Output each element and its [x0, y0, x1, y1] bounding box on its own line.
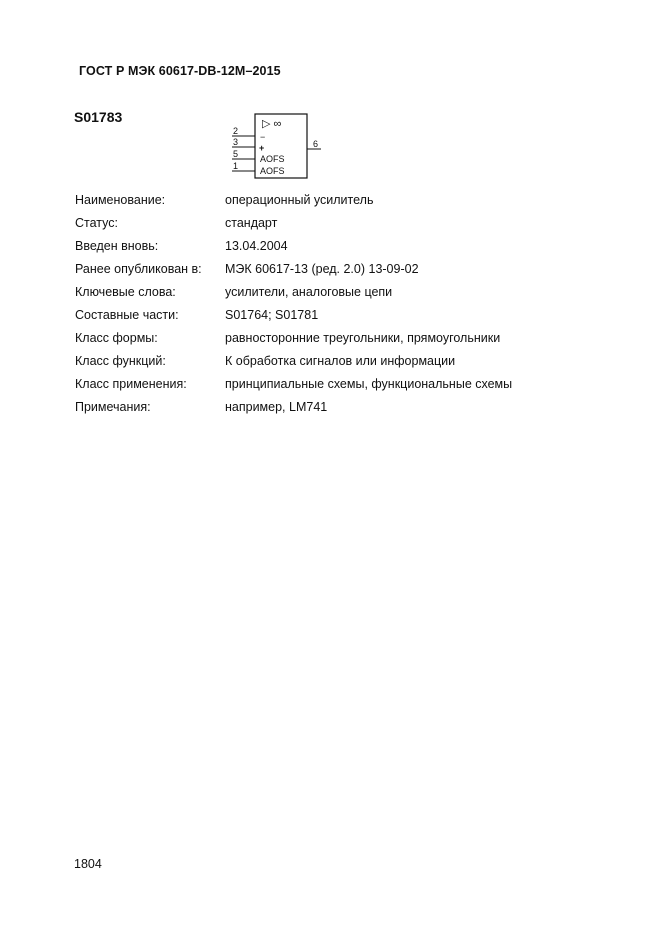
property-value: например, LM741: [225, 399, 328, 414]
property-row: [75, 234, 512, 257]
offset-label-2: AOFS: [260, 166, 285, 176]
noninverting-input-sign: +: [259, 143, 265, 153]
pin-number-in-2: 3: [233, 137, 239, 147]
property-row: [75, 188, 512, 211]
property-row: [75, 303, 512, 326]
property-value: усилители, аналоговые цепи: [225, 284, 393, 299]
property-label: Ключевые слова:: [75, 284, 176, 299]
pin-number-in-4: 1: [233, 161, 239, 171]
property-label: Статус:: [75, 215, 118, 230]
property-value: стандарт: [225, 215, 278, 230]
properties-table: [75, 188, 512, 418]
inverting-input-sign: −: [260, 132, 266, 142]
property-value: К обработка сигналов или информации: [225, 353, 456, 368]
property-row: [75, 257, 512, 280]
property-row: [75, 395, 512, 418]
property-label: Класс формы:: [75, 330, 158, 345]
opamp-symbol-figure: [228, 112, 328, 182]
pin-number-out: 6: [313, 139, 319, 149]
property-row: [75, 326, 512, 349]
property-label: Примечания:: [75, 399, 151, 414]
pin-number-in-1: 2: [233, 126, 239, 136]
property-value: операционный усилитель: [225, 192, 374, 207]
property-label: Составные части:: [75, 307, 179, 322]
property-value: равносторонние треугольники, прямоугольники: [225, 330, 501, 345]
property-value: S01764; S01781: [225, 307, 319, 322]
property-value: принципиальные схемы, функциональные схемы: [225, 376, 513, 391]
property-row: [75, 349, 512, 372]
property-value: МЭК 60617-13 (ред. 2.0) 13-09-02: [225, 261, 419, 276]
property-value: 13.04.2004: [225, 238, 288, 253]
page-number: 1804: [74, 857, 102, 871]
offset-label-1: AOFS: [260, 154, 285, 164]
property-label: Введен вновь:: [75, 238, 159, 253]
property-row: [75, 372, 512, 395]
property-label: Ранее опубликован в:: [75, 261, 202, 276]
symbol-code: S01783: [74, 109, 123, 125]
property-label: Класс функций:: [75, 353, 166, 368]
amplifier-qualifier: ▷ ∞: [262, 118, 282, 130]
property-label: Наименование:: [75, 192, 166, 207]
document-header: ГОСТ Р МЭК 60617-DB-12M–2015: [79, 64, 281, 78]
property-label: Класс применения:: [75, 376, 187, 391]
property-row: [75, 280, 512, 303]
property-row: [75, 211, 512, 234]
pin-number-in-3: 5: [233, 149, 239, 159]
